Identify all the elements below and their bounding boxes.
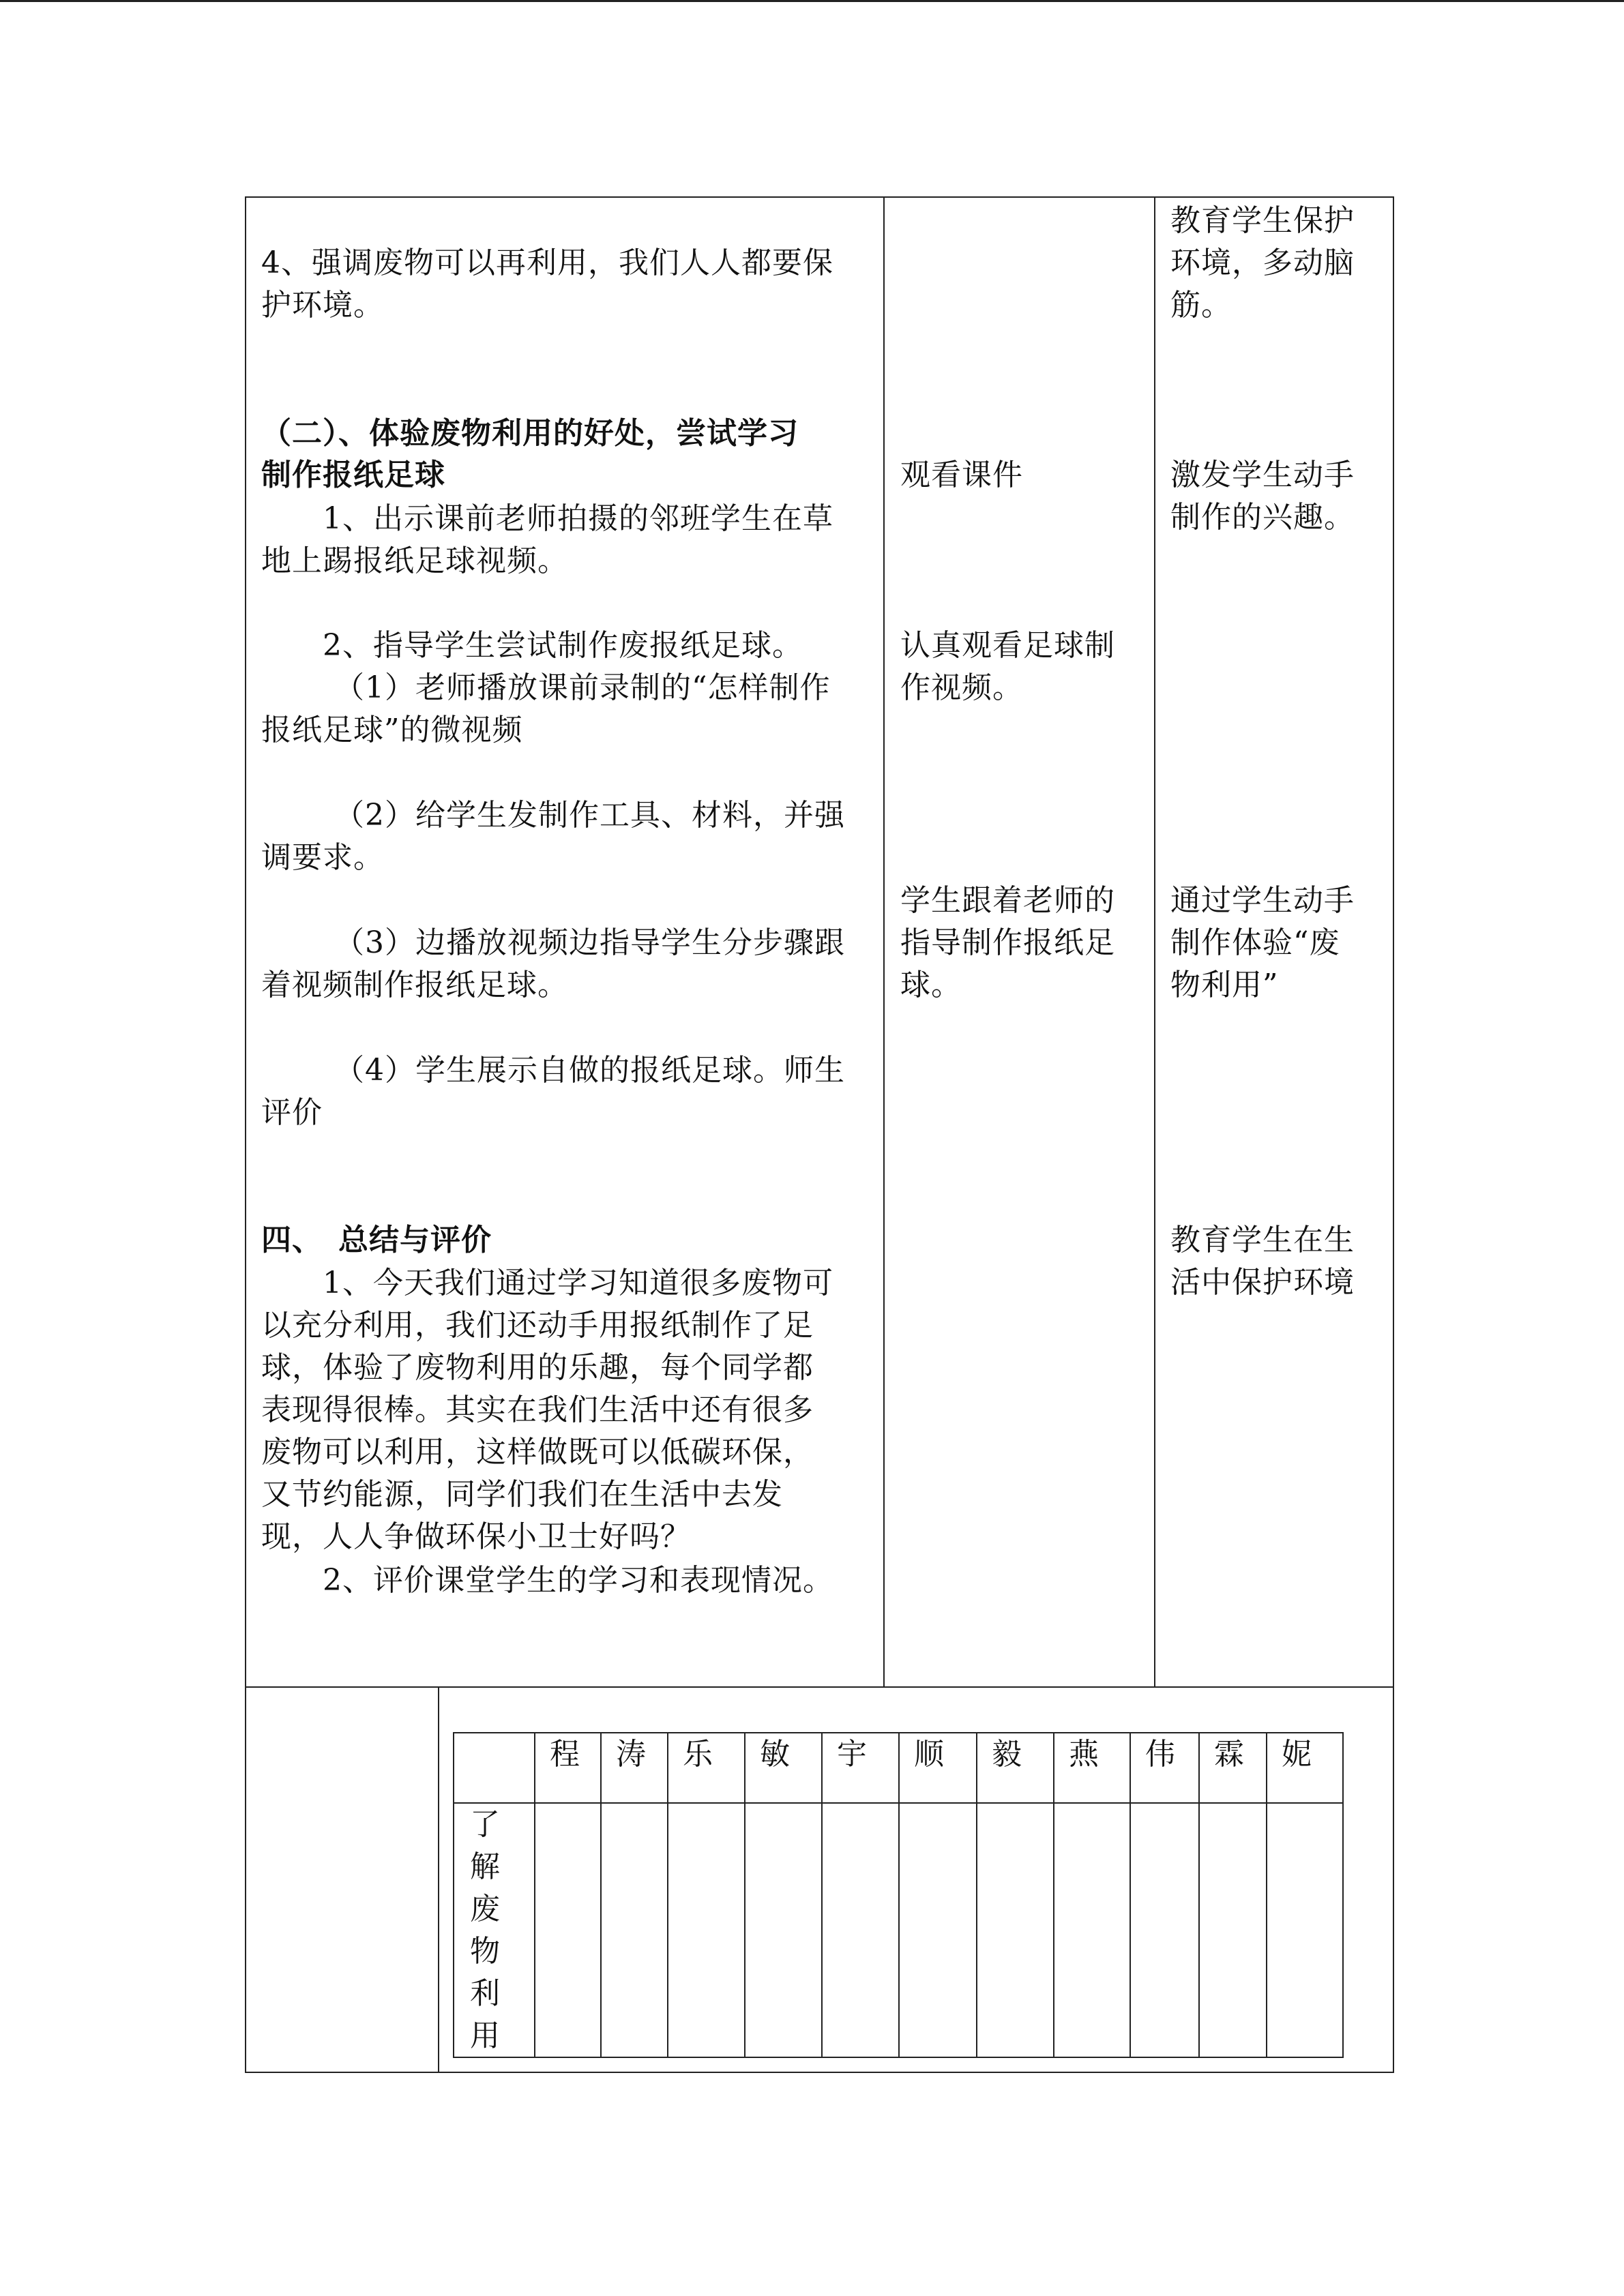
eval-col-line	[600, 1732, 602, 2058]
column-divider-1	[883, 196, 885, 1688]
summary-line3: 球，体验了废物利用的乐趣，每个同学都	[261, 1350, 814, 1385]
sub1-line1: （1）老师播放课前录制的“怎样制作	[334, 670, 831, 705]
student-name: 霖	[1214, 1737, 1244, 1772]
student-name: 顺	[914, 1737, 944, 1772]
right-inspire-line1: 激发学生动手	[1170, 458, 1355, 492]
summary-line5: 废物可以利用，这样做既可以低碳环保，	[261, 1435, 814, 1470]
eval-col-line	[1266, 1732, 1267, 2058]
right-educate-line1: 教育学生保护	[1170, 203, 1355, 238]
eval-col-line	[667, 1732, 668, 2058]
eval-col-line	[1198, 1732, 1200, 2058]
left-p4-line2: 护环境。	[261, 288, 384, 323]
eval-col-line	[821, 1732, 823, 2058]
right-life-line1: 教育学生在生	[1170, 1223, 1355, 1257]
row-label-char: 利	[470, 1976, 500, 2011]
right-experience-line1: 通过学生动手	[1170, 883, 1355, 918]
eval-col-line	[744, 1732, 745, 2058]
item2: 2、指导学生尝试制作废报纸足球。	[323, 628, 803, 663]
row-label-char: 了	[470, 1807, 500, 1842]
right-experience-line3: 物利用”	[1170, 968, 1279, 1002]
right-inspire-line2: 制作的兴趣。	[1170, 500, 1355, 535]
section2-heading-line1: （二）、体验废物利用的好处，尝试学习	[261, 416, 799, 451]
right-experience-line2: 制作体验“废	[1170, 925, 1340, 960]
eval-col-line	[976, 1732, 977, 2058]
student-name: 程	[550, 1737, 580, 1772]
sub1-line2: 报纸足球”的微视频	[261, 713, 523, 747]
eval-col-line	[898, 1732, 900, 2058]
item1-line1: 1、出示课前老师拍摄的邻班学生在草	[323, 501, 833, 536]
sub2-line1: （2）给学生发制作工具、材料，并强	[334, 798, 845, 833]
right-educate-line2: 环境，多动脑	[1170, 245, 1355, 280]
item1-line2: 地上踢报纸足球视频。	[261, 543, 568, 578]
sub3-line2: 着视频制作报纸足球。	[261, 968, 568, 1002]
sub4-line1: （4）学生展示自做的报纸足球。师生	[334, 1053, 845, 1088]
mid-watch-video-line2: 作视频。	[900, 670, 1023, 705]
right-life-line2: 活中保护环境	[1170, 1265, 1355, 1300]
section2-heading-line2: 制作报纸足球	[261, 458, 445, 492]
student-name: 宇	[837, 1737, 867, 1772]
summary-line7: 现，人人争做环保小卫士好吗？	[261, 1519, 691, 1554]
row-label-char: 物	[470, 1934, 500, 1969]
summary-line2: 以充分利用，我们还动手用报纸制作了足	[261, 1308, 814, 1343]
row-label-char: 用	[470, 2018, 500, 2053]
eval-col-line	[534, 1732, 535, 2058]
row-label-char: 解	[470, 1849, 500, 1884]
bottom-label-divider	[438, 1686, 439, 2073]
mid-watch-video-line1: 认真观看足球制	[900, 628, 1115, 663]
eval-col-line	[1130, 1732, 1131, 2058]
page-top-border	[0, 0, 1624, 2]
student-name: 乐	[683, 1737, 713, 1772]
sub4-line2: 评价	[261, 1095, 323, 1130]
mid-follow-line3: 球。	[900, 968, 962, 1002]
right-educate-line3: 筋。	[1170, 288, 1232, 323]
row-label-char: 废	[470, 1892, 500, 1926]
sub2-line2: 调要求。	[261, 840, 384, 875]
sub3-line1: （3）边播放视频边指导学生分步骤跟	[334, 925, 845, 960]
student-name: 伟	[1145, 1737, 1175, 1772]
mid-watch: 观看课件	[900, 458, 1023, 492]
summary-line1: 1、今天我们通过学习知道很多废物可	[323, 1266, 833, 1300]
section4-heading: 四、 总结与评价	[261, 1223, 492, 1257]
column-divider-2	[1154, 196, 1155, 1688]
student-name: 毅	[992, 1737, 1022, 1772]
student-name: 妮	[1282, 1737, 1312, 1772]
summary2: 2、评价课堂学生的学习和表现情况。	[323, 1563, 833, 1598]
summary-line4: 表现得很棒。其实在我们生活中还有很多	[261, 1392, 814, 1427]
left-p4-line1: 4、强调废物可以再利用，我们人人都要保	[261, 245, 833, 280]
student-name: 涛	[616, 1737, 646, 1772]
summary-line6: 又节约能源，同学们我们在生活中去发	[261, 1477, 783, 1512]
mid-follow-line2: 指导制作报纸足	[900, 925, 1115, 960]
student-name: 燕	[1069, 1737, 1099, 1772]
eval-col-line	[1053, 1732, 1054, 2058]
student-name: 敏	[760, 1737, 790, 1772]
row-divider	[245, 1686, 1394, 1688]
mid-follow-line1: 学生跟着老师的	[900, 883, 1115, 918]
